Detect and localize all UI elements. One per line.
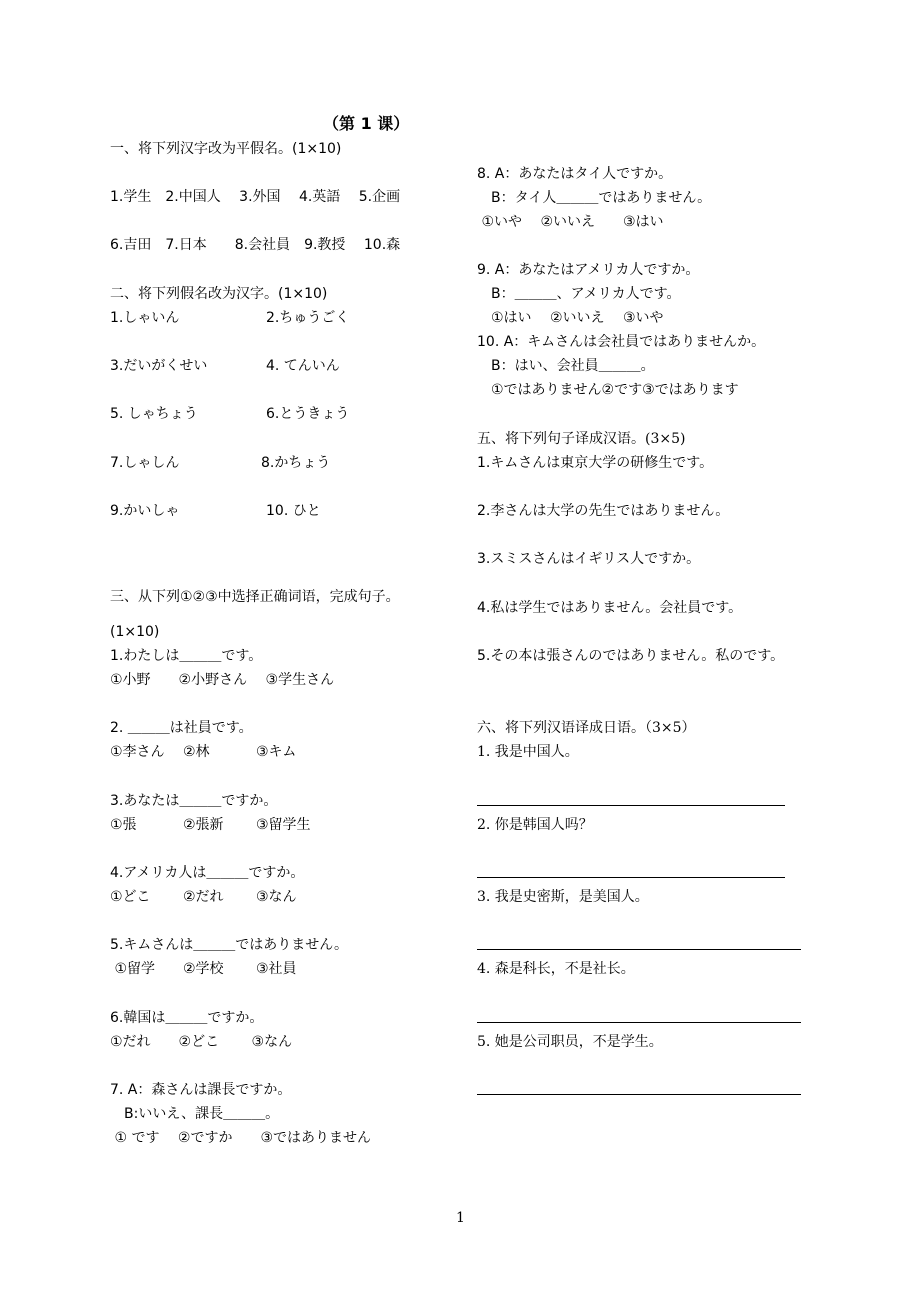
question: 8. A：あなたはタイ人ですか。 [477, 166, 673, 182]
page-title: （第 1 课） [323, 114, 410, 133]
answer-line[interactable] [477, 877, 785, 878]
question: B：はい、会社員＿＿＿。 [477, 358, 655, 374]
sentence-item: 2. 你是韩国人吗？ [477, 817, 593, 833]
sentence-item: 3. 我是史密斯，是美国人。 [477, 889, 649, 905]
page-number: 1 [456, 1210, 465, 1226]
section-2-item: 4. てんいん [266, 358, 340, 374]
question: 7. A：森さんは課長ですか。 [110, 1082, 292, 1098]
question: 9. A：あなたはアメリカ人ですか。 [477, 262, 700, 278]
question-options: ①張 ②張新 ③留学生 [110, 817, 311, 833]
question: 2. ＿＿＿は社員です。 [110, 720, 253, 736]
section-2-item: 1.しゃいん [110, 310, 180, 326]
section-2-item: 3.だいがくせい [110, 358, 208, 374]
section-2-item: 6.とうきょう [266, 406, 350, 422]
section-2-item: 8.かちょう [261, 455, 331, 471]
answer-line[interactable] [477, 1022, 801, 1023]
section-6-heading: 六、将下列汉语译成日语。（3×5） [477, 720, 696, 736]
section-2-item: 2.ちゅうごく [266, 310, 350, 326]
section-1-row: 6.吉田 7.日本 8.会社員 9.教授 10.森 [110, 237, 401, 253]
question-options: ①ではありません②です③ではあります [477, 382, 739, 398]
question: 6.韓国は＿＿＿ですか。 [110, 1010, 264, 1026]
section-2-item: 9.かいしゃ [110, 503, 180, 519]
question: 5.キムさんは＿＿＿ではありません。 [110, 937, 349, 953]
answer-line[interactable] [477, 805, 785, 806]
question: 4.アメリカ人は＿＿＿ですか。 [110, 865, 305, 881]
question-options: ①李さん ②林 ③キム [110, 744, 297, 760]
question-options: ① です ②ですか ③ではありません [110, 1130, 372, 1146]
question-options: ①留学 ②学校 ③社員 [110, 961, 297, 977]
question: 3.あなたは＿＿＿ですか。 [110, 793, 278, 809]
sentence-item: 4.私は学生ではありません。会社員です。 [477, 600, 743, 616]
sentence-item: 1.キムさんは東京大学の研修生です。 [477, 455, 714, 471]
sentence-item: 5.その本は張さんのではありません。私のです。 [477, 648, 785, 664]
question-options: ①だれ ②どこ ③なん [110, 1034, 293, 1050]
section-2-item: 10. ひと [266, 503, 321, 519]
section-2-item: 7.しゃしん [110, 455, 180, 471]
section-3-score: (1×10) [110, 624, 160, 640]
section-2-heading: 二、将下列假名改为汉字。(1×10) [110, 286, 328, 302]
section-1-heading: 一、将下列汉字改为平假名。(1×10) [110, 141, 342, 157]
sentence-item: 5. 她是公司职员，不是学生。 [477, 1034, 663, 1050]
sentence-item: 3.スミスさんはイギリス人ですか。 [477, 551, 701, 567]
question-options: ①小野 ②小野さん ③学生さん [110, 672, 335, 688]
question-options: ①いや ②いいえ ③はい [477, 214, 664, 230]
section-3-heading: 三、从下列①②③中选择正确词语，完成句子。 [110, 589, 400, 605]
section-5-heading: 五、将下列句子译成汉语。(3×5) [477, 431, 686, 447]
question: 1.わたしは＿＿＿です。 [110, 648, 263, 664]
answer-line[interactable] [477, 1094, 801, 1095]
section-2-item: 5. しゃちょう [110, 406, 198, 422]
section-1-row: 1.学生 2.中国人 3.外国 4.英語 5.企画 [110, 189, 401, 205]
answer-line[interactable] [477, 949, 801, 950]
question: B：タイ人＿＿＿ではありません。 [477, 190, 712, 206]
question: B:いいえ、課長＿＿＿。 [110, 1106, 280, 1122]
sentence-item: 2.李さんは大学の先生ではありません。 [477, 503, 730, 519]
sentence-item: 1. 我是中国人。 [477, 744, 579, 760]
question: 10. A：キムさんは会社員ではありませんか。 [477, 334, 766, 350]
sentence-item: 4. 森是科长，不是社长。 [477, 961, 635, 977]
question-options: ①どこ ②だれ ③なん [110, 889, 297, 905]
question-options: ①はい ②いいえ ③いや [477, 310, 664, 326]
question: B：＿＿＿、アメリカ人です。 [477, 286, 681, 302]
